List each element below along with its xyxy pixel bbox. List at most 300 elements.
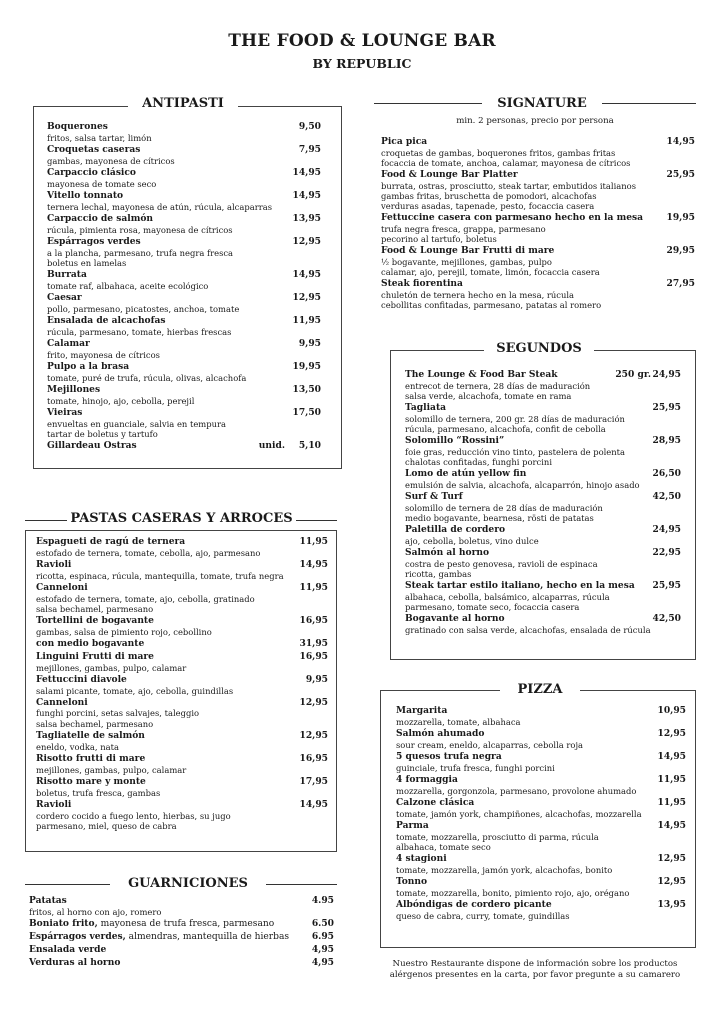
item-description: foie gras, reducción vino tinto, pastelera de polenta [405,446,626,457]
pastas-rule-right [296,520,337,521]
item-name-text: 5 quesos trufa negra [396,750,502,762]
menu-item [396,752,686,773]
item-description: boletus en lamelas [47,257,127,268]
item-description: mejillones, gambas, pulpo, calamar [36,662,187,673]
item-price: 12,95 [657,875,686,887]
item-price: 10,95 [657,705,686,716]
item-name [36,560,328,571]
item-description: focaccia de tomate, anchoa, calamar, mayonesa de cítricos [381,157,631,168]
item-name [47,385,321,396]
item-price: 16,95 [299,615,328,627]
menu-item [36,777,328,798]
item-name [381,246,695,257]
item-description: rúcula, pimienta rosa, mayonesa de cítricos [47,224,233,235]
item-name [47,122,321,133]
item-description: ½ bogavante, mejillones, gambas, pulpo [381,256,552,267]
item-description: parmesano, tomate seco, focaccia casera [405,602,580,613]
item-description: verduras asadas, tapenade, pesto, focaccia casera [381,200,595,211]
item-description: sour cream, eneldo, alcaparras, cebolla roja [396,739,584,750]
item-description: tomate, mozzarella, bonito, pimiento rojo, ajo, orégano [396,887,630,898]
item-name-text: Verduras al horno [29,956,121,968]
item-price: 25,95 [652,402,681,414]
item-name [36,777,328,788]
item-description: gratinado con salsa verde, alcachofas, ensalada de rúcula [405,625,651,636]
item-description: calamar, ajo, perejil, tomate, limón, focaccia casera [381,267,600,278]
item-price: 19,95 [666,212,695,224]
item-name-text: Mejillones [47,383,101,395]
item-name-text: con medio bogavante [36,638,145,650]
item-price: 11,95 [292,314,321,326]
item-description: salsa bechamel, parmesano [36,718,154,729]
item-description: tomate, jamón york, champiñones, alcachofas, mozzarella [396,808,642,819]
menu-item [36,652,328,673]
allergen-note-line-1: Nuestro Restaurante dispone de información sobre los productos [392,959,678,969]
item-price: 28,95 [652,435,681,447]
item-name [36,800,328,811]
item-name-text: Croquetas caseras [47,143,141,155]
item-name-text: Bogavante al horno [405,613,505,625]
item-price: 42,50 [652,491,681,503]
item-description: medio bogavante, bearnesa, rösti de patatas [405,512,594,523]
pastas-rule-left [25,520,67,521]
item-name-text: Albóndigas de cordero picante [396,898,552,910]
menu-item [47,237,321,268]
menu-item [381,137,695,168]
menu-item [396,798,686,819]
item-description: a la plancha, parmesano, trufa negra fresca [47,247,234,258]
item-description: tomate, mozzarella, prosciutto di parma, rúcula [396,831,599,842]
menu-item [36,537,328,558]
menu-subtitle: BY REPUBLIC [312,56,412,71]
item-name [396,854,686,865]
item-name-text: Pica pica [381,136,428,147]
item-name-text: Vieiras [47,406,83,418]
item-price: 19,95 [292,360,321,372]
item-name-text: Margarita [396,705,448,716]
item-name-text: Steak tartar estilo italiano, hecho en la mesa [405,580,635,592]
menu-item [47,316,321,337]
antipasti-title: ANTIPASTI [128,96,238,111]
item-name [381,213,695,224]
menu-item [36,583,328,614]
item-description: tomate, hinojo, ajo, cebolla, perejil [47,395,195,406]
menu-item [396,900,686,921]
item-description: mozzarella, gorgonzola, parmesano, provolone ahumado [396,785,637,796]
menu-item [47,339,321,360]
item-name [405,525,681,536]
item-name [405,492,681,503]
menu-item [36,754,328,775]
item-name [47,408,321,419]
item-price: 29,95 [666,245,695,257]
item-price: 14,95 [657,819,686,831]
signature-list [381,137,695,312]
item-price: 16,95 [299,752,328,764]
menu-item [405,370,681,401]
item-description: emulsión de salvia, alcachofa, alcaparrón, hinojo asado [405,479,640,490]
item-description: estofado de ternera, tomate, ajo, cebolla, gratinado [36,593,255,604]
item-price: 14,95 [292,166,321,178]
item-description: tartar de boletus y tartufo [47,428,158,439]
guarniciones-rule-right [266,884,337,885]
item-name-text: Carpaccio clásico [47,166,136,178]
item-description: gambas, mayonesa de cítricos [47,155,175,166]
item-name-text: Parma [396,819,429,831]
item-price: 6.50 [311,917,334,929]
item-name [47,237,321,248]
item-name [29,896,334,907]
item-name-text: Linguini Frutti di mare [36,650,154,662]
item-price: 7,95 [298,143,321,155]
item-name-text: Fettuccine casera con parmesano hecho en la mesa [381,212,643,224]
item-description: eneldo, vodka, nata [36,741,119,752]
item-description: salsa verde, alcachofa, tomate en rama [405,390,572,401]
item-price: 25,95 [652,580,681,592]
item-description: albahaca, tomate seco [396,841,491,852]
item-name-text: Ravioli [36,798,72,810]
signature-subtitle: min. 2 personas, precio por persona [456,116,614,126]
item-name-text: Ravioli [36,558,72,570]
item-name [381,279,695,290]
item-name-text: Fettuccini diavole [36,673,127,685]
item-name-text: 4 formaggia [396,773,458,785]
menu-item [381,170,695,211]
menu-item [381,213,695,244]
item-inline-desc: almendras, mantequilla de hierbas [125,931,290,942]
item-name [381,137,695,148]
item-description: rúcula, parmesano, alcachofa, confit de cebolla [405,423,606,434]
item-price: 42,50 [652,613,681,625]
item-description: queso de cabra, curry, tomate, guindillas [396,910,570,921]
item-name [396,752,686,763]
menu-item [36,675,328,696]
signature-title: SIGNATURE [497,96,587,111]
signature-rule-left [374,103,482,104]
item-name-text: Tortellini de bogavante [36,615,154,627]
menu-item [396,877,686,898]
item-price: 27,95 [666,278,695,290]
item-description: mejillones, gambas, pulpo, calamar [36,764,187,775]
item-name [36,583,328,594]
menu-item [396,729,686,750]
item-description: ricotta, espinaca, rúcula, mantequilla, tomate, trufa negra [36,570,284,581]
menu-item [405,403,681,434]
menu-item [47,270,321,291]
item-price: 12,95 [299,729,328,741]
item-name [396,798,686,809]
item-name-text: Tonno [396,875,428,887]
item-name [47,270,321,281]
item-name-text: Salmón al horno [405,547,490,559]
item-price: 24,95 [652,524,681,536]
item-name-text: Calzone clásica [396,796,475,808]
item-name-text: Tagliata [405,402,447,414]
item-name [47,362,321,373]
item-name [36,731,328,742]
item-name [47,191,321,202]
item-name [36,698,328,709]
segundos-list [405,370,681,637]
item-name-text: Espagueti de ragú de ternera [36,536,186,547]
item-name [47,214,321,225]
item-name-text: Boniato frito, [29,917,98,929]
item-price: 12,95 [657,853,686,864]
item-name-text: Vitello tonnato [47,189,124,201]
item-description: albahaca, cebolla, balsámico, alcaparras, rúcula [405,591,610,602]
item-name-text: Espárragos verdes [47,235,141,247]
item-name [47,339,321,350]
item-name-text: Solomillo “Rossini” [405,435,505,447]
item-description: costra de pesto genovesa, ravioli de espinaca [405,558,598,569]
item-price: 14,95 [657,750,686,762]
item-name [47,316,321,327]
item-description: croquetas de gambas, boquerones fritos, gambas fritas [381,147,616,158]
item-name-text: Canneloni [36,696,88,708]
guarniciones-list [29,896,334,971]
pastas-list [36,537,328,833]
item-price: 14,95 [666,136,695,147]
item-description: solomillo de ternera de 28 días de maduración [405,502,603,513]
item-name-text: Food & Lounge Bar Platter [381,169,518,181]
item-name [405,581,681,592]
menu-item [396,821,686,852]
item-price: 4.95 [311,895,334,906]
item-description: mayonesa de tomate seco [47,178,157,189]
menu-item [36,560,328,581]
item-price: 14,95 [299,558,328,570]
item-description: gambas, salsa de pimiento rojo, cebollino [36,626,212,637]
item-description: cordero cocido a fuego lento, hierbas, su jugo [36,810,231,821]
item-description: parmesano, miel, queso de cabra [36,820,177,831]
item-price: 17,95 [299,775,328,787]
item-name-text: Risotto frutti di mare [36,752,146,764]
menu-item [47,293,321,314]
menu-item [381,279,695,310]
menu-item [381,246,695,277]
item-name [405,548,681,559]
item-price: 14,95 [292,189,321,201]
item-name-text: Risotto mare y monte [36,775,146,787]
menu-item [405,614,681,635]
item-description: cebollitas confitadas, parmesano, patatas al romero [381,300,602,311]
item-description: estofado de ternera, tomate, cebolla, ajo, parmesano [36,547,261,558]
item-name [36,675,328,686]
item-name [396,775,686,786]
item-name [47,168,321,179]
segundos-title: SEGUNDOS [484,341,594,356]
item-name-text: Ensalada de alcachofas [47,314,166,326]
item-name [47,293,321,304]
item-name [405,614,681,625]
item-name-text: The Lounge & Food Bar Steak [405,369,558,380]
item-description: boletus, trufa fresca, gambas [36,787,161,798]
item-name-text: Steak fiorentina [381,278,463,290]
item-name-text: Caesar [47,291,82,303]
item-unit: 250 gr. [615,369,651,380]
item-unit: unid. [258,439,285,451]
item-name-text: Canneloni [36,581,88,593]
item-description: rúcula, parmesano, tomate, hierbas frescas [47,326,232,337]
item-name [396,706,686,717]
item-name [36,616,328,627]
menu-item [405,525,681,546]
item-price: 4,95 [311,956,334,968]
item-price: 24,95 [652,369,681,380]
menu-title: THE FOOD & LOUNGE BAR [228,31,496,51]
item-description: ternera lechal, mayonesa de atún, rúcula, alcaparras [47,201,272,212]
menu-item [47,385,321,406]
guarniciones-title: GUARNICIONES [128,876,248,891]
item-name-text: Tagliatelle de salmón [36,729,145,741]
item-description: salsa bechamel, parmesano [36,603,154,614]
item-name-text: Gillardeau Ostras [47,439,137,451]
pizza-title: PIZZA [500,682,580,697]
item-description: tomate, puré de trufa, rúcula, olivas, alcachofa [47,372,247,383]
item-price: 4,95 [311,943,334,955]
menu-item [405,492,681,523]
menu-item [47,362,321,383]
item-name [36,652,328,663]
menu-item [36,698,328,729]
item-name-text: Surf & Turf [405,491,463,503]
menu-item [405,436,681,467]
antipasti-list [47,122,321,454]
menu-item [396,775,686,796]
item-price: 11,95 [299,581,328,593]
item-price: 9,50 [298,121,321,132]
menu-item [396,706,686,727]
menu-item [29,945,334,956]
item-name [29,958,334,969]
menu-item [47,122,321,143]
item-name [29,919,334,930]
item-price: 12,95 [292,235,321,247]
menu-item [29,896,334,917]
item-description: fritos, al horno con ajo, romero [29,906,162,917]
signature-rule-right [602,103,696,104]
item-inline-desc: mayonesa de trufa fresca, parmesano [97,918,275,929]
menu-item [29,958,334,969]
pastas-title: PASTAS CASERAS Y ARROCES [70,511,293,526]
menu-item [47,168,321,189]
guarniciones-rule-left [25,884,110,885]
item-description: tomate, mozzarella, jamón york, alcachofas, bonito [396,864,613,875]
item-name-text: Burrata [47,269,87,280]
item-description: frito, mayonesa de cítricos [47,349,160,360]
item-price: 22,95 [652,547,681,559]
item-description: pollo, parmesano, picatostes, anchoa, tomate [47,303,240,314]
item-price: 13,95 [657,898,686,910]
item-description: chalotas confitadas, funghi porcini [405,456,552,467]
menu-item [405,469,681,490]
item-name [29,932,334,943]
item-description: salami picante, tomate, ajo, cebolla, guindillas [36,685,234,696]
item-name [396,900,686,911]
item-description: ajo, cebolla, boletus, vino dulce [405,535,539,546]
item-name-text: Lomo de atún yellow fin [405,468,527,480]
item-name-text: Pulpo a la brasa [47,360,130,372]
item-name [381,170,695,181]
allergen-note-line-2: alérgenos presentes en la carta, por favor pregunte a su camarero [389,970,681,980]
item-price: 11,95 [299,536,328,547]
item-description: chuletón de ternera hecho en la mesa, rúcula [381,290,575,300]
item-description: entrecot de ternera, 28 días de maduración [405,380,591,391]
item-name-text: Paletilla de cordero [405,524,506,536]
item-price: 14,95 [299,798,328,810]
menu-item [36,639,328,650]
item-name-text: Carpaccio de salmón [47,212,154,224]
menu-item [29,919,334,930]
item-price: 11,95 [657,796,686,808]
item-price: 11,95 [657,773,686,785]
item-description: mozzarella, tomate, albahaca [396,716,521,727]
item-description: funghi porcini, setas salvajes, taleggio [36,708,200,719]
item-price: 9,95 [305,673,328,685]
item-name [29,945,334,956]
item-name [36,639,328,650]
item-price: 6.95 [311,930,334,942]
item-name [405,469,681,480]
item-name [47,145,321,156]
item-price: 12,95 [292,291,321,303]
item-description: pecorino al tartufo, boletus [381,233,497,244]
item-name [405,436,681,447]
item-name-text: Food & Lounge Bar Frutti di mare [381,245,555,257]
item-description: trufa negra fresca, grappa, parmesano [381,223,546,234]
item-name-text: Patatas [29,895,67,906]
item-description: fritos, salsa tartar, limón [47,132,152,143]
item-description: tomate raf, albahaca, aceite ecológico [47,280,209,291]
item-price: 31,95 [299,638,328,650]
item-price: 9,95 [298,337,321,349]
allergen-note [374,959,696,981]
menu-item [47,214,321,235]
menu-item [405,581,681,612]
item-description: gambas fritas, bruschetta de pomodori, alcachofas [381,190,597,201]
item-name [396,729,686,740]
item-price: 14,95 [292,269,321,280]
item-name-text: Ensalada verde [29,943,107,955]
item-name-text: Salmón ahumado [396,727,485,739]
item-price: 26,50 [652,468,681,480]
pizza-list [396,706,686,923]
item-name-text: 4 stagioni [396,853,447,864]
item-description: guinciale, trufa fresca, funghi porcini [396,762,555,773]
item-price: 12,95 [299,696,328,708]
item-description: ricotta, gambas [405,568,472,579]
menu-item [405,548,681,579]
item-name-text: Boquerones [47,121,108,132]
item-price: 25,95 [666,169,695,181]
item-description: burrata, ostras, prosciutto, steak tartar, embutidos italianos [381,180,636,191]
item-description: solomillo de ternera, 200 gr. 28 días de maduración [405,413,625,424]
item-price: 12,95 [657,727,686,739]
menu-item [396,854,686,875]
item-price: 16,95 [299,650,328,662]
item-price: 5,10 [298,439,321,451]
item-name [396,821,686,832]
item-name [36,754,328,765]
item-name [405,403,681,414]
item-description: envueltas en guanciale, salvia en tempura [47,418,226,429]
item-name [396,877,686,888]
item-name-text: Calamar [47,337,90,349]
item-price: 17,50 [292,406,321,418]
item-price: 13,95 [292,212,321,224]
menu-item [36,731,328,752]
menu-item [47,145,321,166]
menu-item [36,616,328,637]
